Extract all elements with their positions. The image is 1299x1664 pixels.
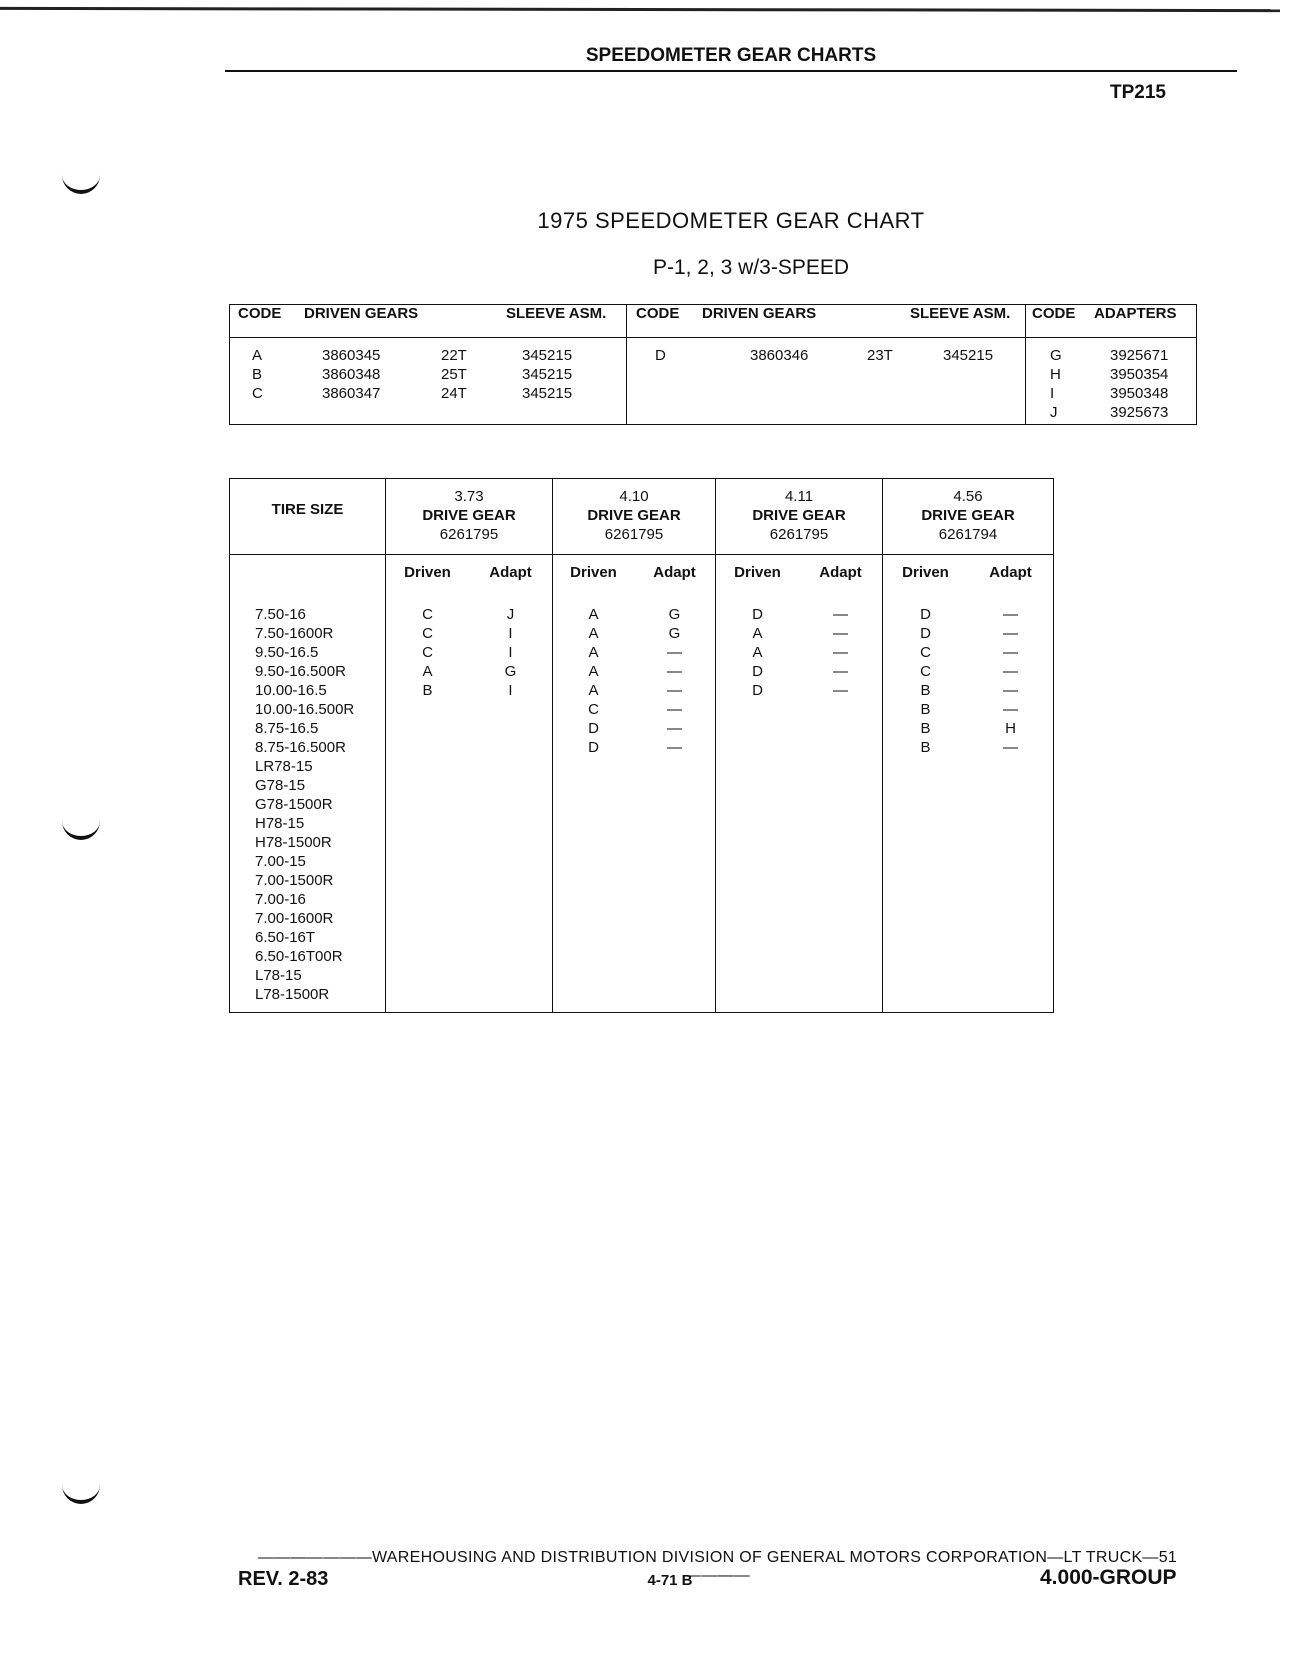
table-row xyxy=(230,909,354,928)
table-row xyxy=(553,738,715,757)
table-row xyxy=(883,738,1053,757)
table-row xyxy=(230,947,354,966)
driven-value: B xyxy=(920,720,931,737)
tire-size: H78-15 xyxy=(255,815,305,832)
gear-code: B xyxy=(252,366,263,383)
table-row xyxy=(553,624,715,643)
tire-header-row xyxy=(230,479,1054,555)
adapt-value: — xyxy=(1003,682,1018,699)
gear-411-column xyxy=(716,591,883,1013)
adapt-value: — xyxy=(667,682,682,699)
driven-value: C xyxy=(920,644,931,661)
subheader-373 xyxy=(386,555,553,592)
adapt-value: H xyxy=(1005,720,1016,737)
adapt-label: Adapt xyxy=(819,564,862,581)
adapt-label: Adapt xyxy=(989,564,1032,581)
adapt-label: Adapt xyxy=(653,564,696,581)
footer-line-text: WAREHOUSING AND DISTRIBUTION DIVISION OF GENERAL MOTORS CORPORATION—LT TRUCK—51 xyxy=(371,1549,1178,1566)
gear-411-values xyxy=(716,605,882,700)
table-row xyxy=(883,605,1053,624)
adapt-value: — xyxy=(667,663,682,680)
table-row xyxy=(230,928,354,947)
codes-header-right xyxy=(1026,305,1197,338)
tire-size: 6.50-16T00R xyxy=(255,948,343,965)
codes-header-middle xyxy=(627,305,1026,338)
left-gears-list xyxy=(230,346,572,403)
table-row xyxy=(386,681,552,700)
adapt-value: — xyxy=(667,644,682,661)
adapters-list xyxy=(1026,346,1168,422)
table-row xyxy=(230,643,354,662)
driven-value: B xyxy=(422,682,433,699)
driven-value: D xyxy=(752,663,763,680)
table-row xyxy=(230,814,354,833)
codes-header-left xyxy=(230,305,627,338)
table-row xyxy=(230,662,354,681)
tire-size: 7.00-15 xyxy=(255,853,306,870)
driven-value: B xyxy=(920,739,931,756)
adapt-value: — xyxy=(833,606,848,623)
table-row xyxy=(716,624,882,643)
table-row xyxy=(230,833,354,852)
gear-code: D xyxy=(655,347,666,364)
drive-gear-456-header xyxy=(883,479,1054,555)
table-row xyxy=(230,757,354,776)
adapter-part: 3925673 xyxy=(1110,404,1169,421)
tire-size: 9.50-16.5 xyxy=(255,644,319,661)
table-row xyxy=(553,719,715,738)
binder-hole-middle xyxy=(62,818,100,840)
list-item xyxy=(1026,346,1168,365)
driven-value: C xyxy=(422,644,433,661)
gear-teeth: 25T xyxy=(441,366,467,383)
adapt-value: — xyxy=(833,682,848,699)
table-row xyxy=(716,605,882,624)
adapter-code: H xyxy=(1050,366,1061,383)
table-row xyxy=(553,681,715,700)
gear-label: DRIVE GEAR xyxy=(422,507,516,524)
driven-value: C xyxy=(422,606,433,623)
list-item xyxy=(230,346,572,365)
driven-value: A xyxy=(588,625,599,642)
tire-size-list xyxy=(230,605,354,1004)
adapt-value: — xyxy=(667,701,682,718)
tire-size-column xyxy=(230,591,386,1013)
adapt-value: — xyxy=(833,644,848,661)
gear-label: DRIVE GEAR xyxy=(752,507,846,524)
table-row xyxy=(883,681,1053,700)
list-item xyxy=(1026,384,1168,403)
adapter-code: J xyxy=(1050,404,1058,421)
gear-part-number: 6261794 xyxy=(938,526,998,543)
adapt-value: — xyxy=(1003,663,1018,680)
driven-value: D xyxy=(920,625,931,642)
table-row xyxy=(230,700,354,719)
codes-middle-cell xyxy=(627,338,1026,425)
driven-label: Driven xyxy=(570,564,617,581)
driven-value: C xyxy=(422,625,433,642)
driven-value: A xyxy=(588,644,599,661)
codes-body-row xyxy=(230,338,1197,425)
list-item xyxy=(230,365,572,384)
gear-sleeve: 345215 xyxy=(522,366,573,383)
gear-ratio: 4.56 xyxy=(953,488,983,505)
tire-size-header: TIRE SIZE xyxy=(230,479,386,555)
table-row xyxy=(386,624,552,643)
tire-size-table xyxy=(229,478,1054,1013)
gear-part: 3860348 xyxy=(322,366,381,383)
header-code-1: CODE xyxy=(238,305,282,322)
adapt-value: G xyxy=(504,663,517,680)
top-edge-rule xyxy=(0,7,1280,12)
table-row xyxy=(230,966,354,985)
subheader-411 xyxy=(716,555,883,592)
tire-size: H78-1500R xyxy=(255,834,332,851)
table-row xyxy=(883,662,1053,681)
tire-size: G78-15 xyxy=(255,777,306,794)
driven-value: D xyxy=(752,682,763,699)
footer-revision: REV. 2-83 xyxy=(238,1568,329,1590)
gear-part: 3860345 xyxy=(322,347,381,364)
driven-value: A xyxy=(588,682,599,699)
tire-size: 7.50-1600R xyxy=(255,625,334,642)
table-row xyxy=(230,719,354,738)
driven-value: A xyxy=(422,663,433,680)
table-row xyxy=(230,681,354,700)
tire-size: 9.50-16.500R xyxy=(255,663,346,680)
adapter-code: I xyxy=(1050,385,1055,402)
table-row xyxy=(883,700,1053,719)
footer-group: 4.000-GROUP xyxy=(1040,1566,1177,1589)
chart-title: 1975 SPEEDOMETER GEAR CHART xyxy=(537,208,925,233)
subheader-410 xyxy=(553,555,716,592)
gear-teeth: 22T xyxy=(441,347,467,364)
adapt-value: J xyxy=(506,606,515,623)
driven-value: B xyxy=(920,701,931,718)
driven-value: C xyxy=(588,701,599,718)
tire-size: 6.50-16T xyxy=(255,929,316,946)
tire-size: L78-15 xyxy=(255,967,302,984)
gear-sleeve: 345215 xyxy=(522,385,573,402)
gear-part-number: 6261795 xyxy=(439,526,499,543)
driven-label: Driven xyxy=(902,564,949,581)
table-row xyxy=(230,795,354,814)
adapt-value: I xyxy=(508,644,513,661)
adapt-value: — xyxy=(1003,644,1018,661)
tire-size: 8.75-16.5 xyxy=(255,720,319,737)
table-row xyxy=(230,776,354,795)
adapt-value: — xyxy=(1003,625,1018,642)
table-row xyxy=(386,605,552,624)
driven-value: A xyxy=(588,663,599,680)
driven-value: D xyxy=(588,720,599,737)
tire-size: L78-1500R xyxy=(255,986,330,1003)
tire-size: 7.00-1600R xyxy=(255,910,334,927)
driven-label: Driven xyxy=(734,564,781,581)
page-code: TP215 xyxy=(1110,82,1166,103)
gear-label: DRIVE GEAR xyxy=(587,507,681,524)
adapt-value: — xyxy=(667,739,682,756)
gear-ratio: 4.10 xyxy=(619,488,649,505)
driven-value: D xyxy=(752,606,763,623)
table-row xyxy=(553,700,715,719)
gear-label: DRIVE GEAR xyxy=(921,507,1015,524)
table-row xyxy=(553,643,715,662)
gear-410-values xyxy=(553,605,715,757)
tire-size: 10.00-16.5 xyxy=(255,682,327,699)
tire-size: G78-1500R xyxy=(255,796,333,813)
adapt-label: Adapt xyxy=(489,564,532,581)
table-row xyxy=(230,738,354,757)
gear-part-number: 6261795 xyxy=(604,526,664,543)
drive-gear-410-header xyxy=(553,479,716,555)
table-row xyxy=(883,719,1053,738)
adapt-value: — xyxy=(833,663,848,680)
table-row xyxy=(230,624,354,643)
table-row xyxy=(716,662,882,681)
footer-page-number: 4-71 B xyxy=(647,1572,693,1589)
gear-teeth: 24T xyxy=(441,385,467,402)
list-item xyxy=(627,346,993,365)
drive-gear-373-header xyxy=(386,479,553,555)
table-row xyxy=(716,681,882,700)
empty-subheader xyxy=(230,555,386,592)
codes-header-row xyxy=(230,305,1197,338)
tire-size: 8.75-16.500R xyxy=(255,739,346,756)
driven-value: C xyxy=(920,663,931,680)
tire-size: 7.00-1500R xyxy=(255,872,334,889)
driven-value: D xyxy=(588,739,599,756)
gear-part: 3860346 xyxy=(750,347,809,364)
codes-adapters-cell xyxy=(1026,338,1197,425)
driven-value: A xyxy=(752,625,763,642)
gear-teeth: 23T xyxy=(867,347,893,364)
driven-label: Driven xyxy=(404,564,451,581)
middle-gears-list xyxy=(627,346,993,365)
header-sleeve-1: SLEEVE ASM. xyxy=(506,305,607,322)
gear-part: 3860347 xyxy=(322,385,381,402)
adapter-code: G xyxy=(1050,347,1062,364)
gear-part-number: 6261795 xyxy=(769,526,829,543)
table-row xyxy=(230,985,354,1004)
driven-value: A xyxy=(752,644,763,661)
adapt-value: — xyxy=(1003,606,1018,623)
chart-subtitle: P-1, 2, 3 w/3-SPEED xyxy=(652,256,850,279)
table-row xyxy=(230,871,354,890)
adapt-value: — xyxy=(667,720,682,737)
gear-sleeve: 345215 xyxy=(943,347,994,364)
tire-size: LR78-15 xyxy=(255,758,313,775)
binder-hole-top xyxy=(62,172,100,194)
adapt-value: — xyxy=(1003,739,1018,756)
adapt-value: I xyxy=(508,682,513,699)
table-row xyxy=(386,643,552,662)
adapter-part: 3950348 xyxy=(1110,385,1169,402)
gear-410-column xyxy=(553,591,716,1013)
driven-value: A xyxy=(588,606,599,623)
gear-code: C xyxy=(252,385,263,402)
gear-code: A xyxy=(252,347,263,364)
tire-data-row xyxy=(230,591,1054,1013)
codes-left-cell xyxy=(230,338,627,425)
header-rule xyxy=(225,70,1237,72)
gear-456-column xyxy=(883,591,1054,1013)
adapt-value: G xyxy=(668,625,681,642)
driven-adapt-header-row xyxy=(230,555,1054,592)
gear-codes-table xyxy=(229,304,1197,425)
drive-gear-411-header xyxy=(716,479,883,555)
gear-ratio: 4.11 xyxy=(784,488,814,505)
driven-value: D xyxy=(920,606,931,623)
list-item xyxy=(1026,403,1168,422)
header-adapters: ADAPTERS xyxy=(1094,305,1177,322)
table-row xyxy=(883,643,1053,662)
gear-ratio: 3.73 xyxy=(454,488,484,505)
header-code-3: CODE xyxy=(1032,305,1076,322)
header-driven-gears-2: DRIVEN GEARS xyxy=(702,305,817,322)
footer-corporation-line: ———————WAREHOUSING AND DISTRIBUTION DIVISION OF GENERAL MOTORS CORPORATION—LT TRUCK—51 ———— xyxy=(257,1549,1178,1584)
tire-size: 10.00-16.500R xyxy=(255,701,355,718)
adapter-part: 3925671 xyxy=(1110,347,1169,364)
gear-373-column xyxy=(386,591,553,1013)
subheader-456 xyxy=(883,555,1054,592)
gear-373-values xyxy=(386,605,552,700)
page-header-title: SPEEDOMETER GEAR CHARTS xyxy=(585,45,877,66)
list-item xyxy=(1026,365,1168,384)
table-row xyxy=(553,662,715,681)
table-row xyxy=(553,605,715,624)
list-item xyxy=(230,384,572,403)
table-row xyxy=(716,643,882,662)
adapt-value: — xyxy=(833,625,848,642)
table-row xyxy=(230,605,354,624)
table-row xyxy=(230,852,354,871)
gear-sleeve: 345215 xyxy=(522,347,573,364)
table-row xyxy=(230,890,354,909)
header-code-2: CODE xyxy=(636,305,680,322)
tire-size: 7.50-16 xyxy=(255,606,306,623)
table-row xyxy=(883,624,1053,643)
adapter-part: 3950354 xyxy=(1110,366,1169,383)
adapt-value: I xyxy=(508,625,513,642)
gear-456-values xyxy=(883,605,1053,757)
adapt-value: — xyxy=(1003,701,1018,718)
header-driven-gears-1: DRIVEN GEARS xyxy=(304,305,419,322)
adapt-value: G xyxy=(668,606,681,623)
binder-hole-bottom xyxy=(62,1482,100,1504)
header-sleeve-2: SLEEVE ASM. xyxy=(910,305,1011,322)
tire-size: 7.00-16 xyxy=(255,891,306,908)
table-row xyxy=(386,662,552,681)
driven-value: B xyxy=(920,682,931,699)
